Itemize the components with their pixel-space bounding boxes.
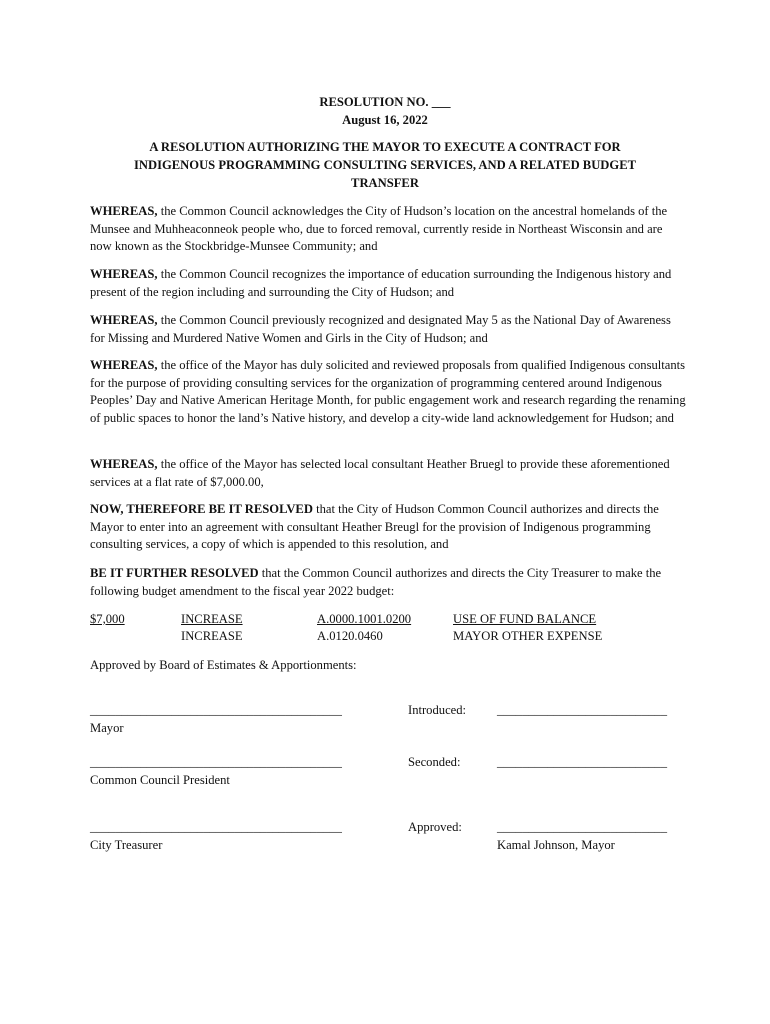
signature-line: ________________________________________ xyxy=(90,703,342,717)
title-line-2: INDIGENOUS PROGRAMMING CONSULTING SERVICES, AND A RELATED BUDGET xyxy=(134,158,636,172)
signer-title: City Treasurer xyxy=(90,838,163,852)
title-line-3: TRANSFER xyxy=(351,176,419,190)
resolution-number: RESOLUTION NO. ___ xyxy=(319,95,451,109)
clause-text: the office of the Mayor has duly solicited and reviewed proposals from qualified Indigenous consultants for the purpose of providing consulting services for the organization of programming centered around Indigenous Peoples’ Day and Native American Heritage Month, for public engagement work and research regarding the renaming of public spaces to honor the land’s Native history, and develop a city-wide land acknowledgement for Hudson; and xyxy=(90,358,686,425)
stage-label: Introduced: xyxy=(408,703,467,717)
whereas-clause-3 xyxy=(90,312,686,347)
budget-account: A.0000.1001.0200 xyxy=(317,612,412,626)
stage-label: Approved: xyxy=(408,820,462,834)
budget-description: MAYOR OTHER EXPENSE xyxy=(453,629,603,643)
clause-text: the Common Council acknowledges the City of Hudson’s location on the ancestral homelands of the Munsee and Muhheaconneok people who, due to forced removal, currently reside in Northeast Wisconsin and are now known as the Stockbridge-Munsee Community; and xyxy=(90,204,668,253)
mayor-name: Kamal Johnson, Mayor xyxy=(497,838,615,852)
stage-label: Seconded: xyxy=(408,755,461,769)
signature-line: ________________________________________ xyxy=(90,820,342,834)
approval-statement: Approved by Board of Estimates & Apportionments: xyxy=(90,658,357,672)
clause-lead: WHEREAS, xyxy=(90,313,158,327)
title-line-1: A RESOLUTION AUTHORIZING THE MAYOR TO EXECUTE A CONTRACT FOR xyxy=(149,140,621,154)
stage-date-line: ___________________________ xyxy=(497,820,668,834)
clause-lead: WHEREAS, xyxy=(90,267,158,281)
budget-amount: $7,000 xyxy=(90,612,125,626)
clause-lead: WHEREAS, xyxy=(90,358,158,372)
clause-text: that the City of Hudson Common Council authorizes and directs the Mayor to enter into an agreement with consultant Heather Breugl for the provision of Indigenous programming consulting services, a copy of which is appended to this resolution, and xyxy=(90,502,659,551)
stage-date-line: ___________________________ xyxy=(497,755,668,769)
clause-lead: BE IT FURTHER RESOLVED xyxy=(90,566,259,580)
whereas-clause-2 xyxy=(90,266,686,301)
whereas-clause-1 xyxy=(90,203,686,256)
whereas-clause-5 xyxy=(90,456,686,491)
clause-lead: WHEREAS, xyxy=(90,457,158,471)
signature-line: ________________________________________ xyxy=(90,755,342,769)
resolution-date: August 16, 2022 xyxy=(342,113,428,127)
clause-lead: WHEREAS, xyxy=(90,204,158,218)
clause-lead: NOW, THEREFORE BE IT RESOLVED xyxy=(90,502,313,516)
clause-text: that the Common Council authorizes and directs the City Treasurer to make the following budget amendment to the fiscal year 2022 budget: xyxy=(90,566,662,598)
signer-title: Common Council President xyxy=(90,773,230,787)
clause-text: the office of the Mayor has selected local consultant Heather Bruegl to provide these aforementioned services at a flat rate of $7,000.00, xyxy=(90,457,670,489)
clause-text: the Common Council previously recognized and designated May 5 as the National Day of Awareness for Missing and Murdered Native Women and Girls in the City of Hudson; and xyxy=(90,313,671,345)
signer-title: Mayor xyxy=(90,721,124,735)
further-resolved-clause xyxy=(90,565,686,600)
budget-action: INCREASE xyxy=(181,629,243,643)
resolved-clause xyxy=(90,501,686,554)
budget-description: USE OF FUND BALANCE xyxy=(453,612,597,626)
clause-text: the Common Council recognizes the importance of education surrounding the Indigenous history and present of the region including and surrounding the City of Hudson; and xyxy=(90,267,672,299)
budget-account: A.0120.0460 xyxy=(317,629,383,643)
whereas-clause-4 xyxy=(90,357,686,427)
budget-action: INCREASE xyxy=(181,612,243,626)
stage-date-line: ___________________________ xyxy=(497,703,668,717)
